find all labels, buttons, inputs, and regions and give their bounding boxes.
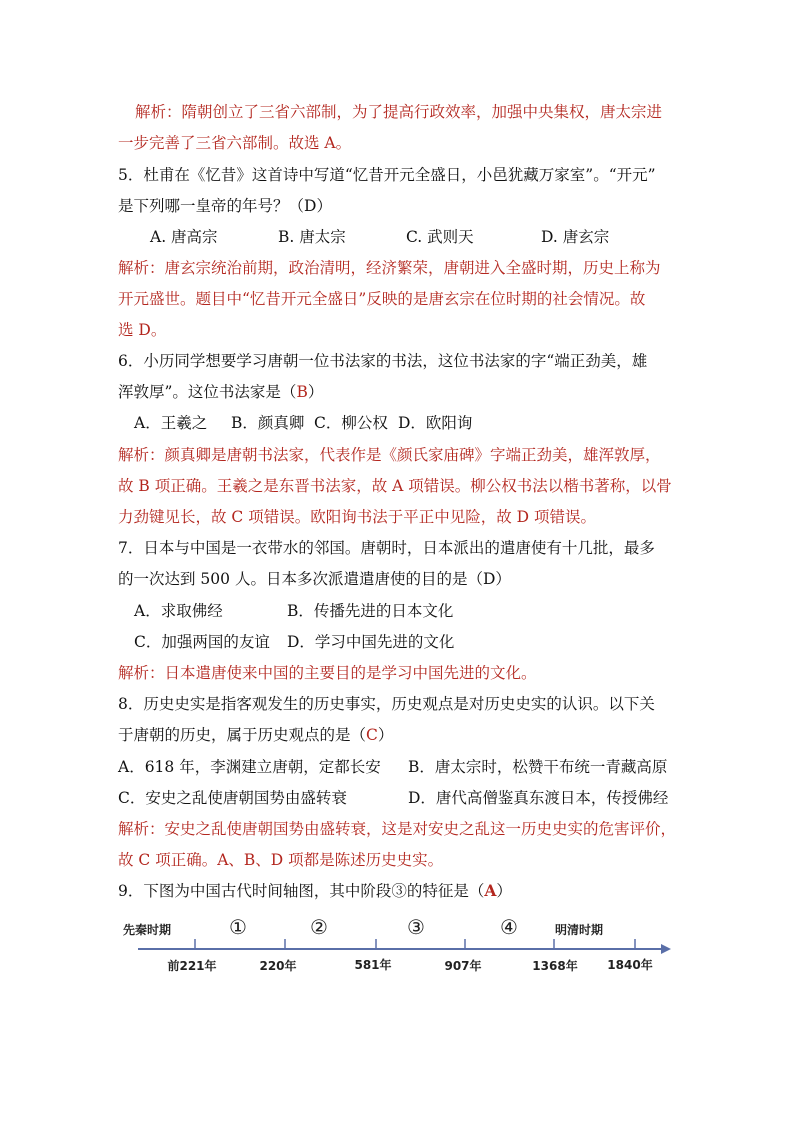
timeline-tick-label-5: 1368年 (532, 959, 578, 973)
q8-analysis-line-1: 解析：安史之乱使唐朝国势由盛转衰，这是对安史之乱这一历史史实的危害评价， (118, 820, 677, 838)
timeline-tick-label-2: 220年 (259, 959, 297, 973)
q5-analysis-line-3: 选 D。 (118, 321, 167, 339)
q6-option-b: B．颜真卿 (231, 414, 305, 432)
q7-option-c: C．加强两国的友谊 (134, 633, 270, 651)
timeline-tick-label-4: 907年 (444, 959, 482, 973)
timeline-stage-1: ① (229, 915, 247, 939)
q5-option-a: A. 唐高宗 (150, 228, 218, 246)
timeline-tick-label-1: 前221年 (167, 959, 217, 973)
q5-stem-line-1: 5．杜甫在《忆昔》这首诗中写道“忆昔开元全盛日，小邑犹藏万家室”。“开元” (118, 166, 656, 184)
timeline-stage-4: ④ (500, 915, 518, 939)
timeline-stage-2: ② (310, 915, 328, 939)
q7-option-b: B．传播先进的日本文化 (287, 602, 454, 620)
q5-stem-line-2: 是下列哪一皇帝的年号？（D） (118, 197, 332, 215)
q6-stem-line-1: 6．小历同学想要学习唐朝一位书法家的书法，这位书法家的字“端正劲美，雄 (118, 352, 648, 370)
timeline-tick-marks (195, 939, 635, 949)
timeline-arrow (661, 944, 671, 954)
timeline-tick-label-6: 1840年 (607, 958, 653, 972)
q5-analysis-line-2: 开元盛世。题目中“忆昔开元全盛日”反映的是唐玄宗在位时期的社会情况。故 (118, 290, 646, 308)
timeline-svg (118, 905, 678, 985)
q6-analysis-line-2: 故 B 项正确。王羲之是东晋书法家，故 A 项错误。柳公权书法以楷书著称，以骨 (118, 477, 672, 495)
timeline-diagram (118, 905, 678, 985)
timeline-stage-3: ③ (407, 915, 425, 939)
q8-analysis-line-2: 故 C 项正确。A、B、D 项都是陈述历史史实。 (118, 851, 444, 869)
q8-answer: C (366, 726, 378, 744)
q7-option-d: D．学习中国先进的文化 (287, 633, 455, 651)
q7-stem-line-2: 的一次达到 500 人。日本多次派遣遣唐使的目的是（D） (118, 570, 511, 588)
timeline-right-label: 明清时期 (555, 923, 604, 937)
timeline-tick-label-3: 581年 (354, 958, 392, 972)
q6-option-d: D．欧阳询 (398, 414, 473, 432)
q6-option-c: C．柳公权 (314, 414, 388, 432)
q5-option-d: D. 唐玄宗 (541, 228, 610, 246)
q5-answer: D (304, 197, 317, 215)
q6-answer: B (296, 383, 308, 401)
q6-stem-line-2: 浑敦厚”。这位书法家是（B） (118, 383, 324, 401)
q4-analysis-line-1: 解析：隋朝创立了三省六部制，为了提高行政效率，加强中央集权，唐太宗进 (135, 103, 663, 121)
q5-analysis-line-1: 解析：唐玄宗统治前期，政治清明，经济繁荣，唐朝进入全盛时期，历史上称为 (118, 259, 661, 277)
q8-option-b: B．唐太宗时，松赞干布统一青藏高原 (408, 758, 668, 776)
q8-option-c: C．安史之乱使唐朝国势由盛转衰 (118, 789, 347, 807)
q6-analysis-line-3: 力劲键见长，故 C 项错误。欧阳询书法于平正中见险，故 D 项错误。 (118, 508, 596, 526)
q5-option-c: C. 武则天 (406, 228, 474, 246)
q8-stem-line-1: 8．历史史实是指客观发生的历史事实，历史观点是对历史史实的认识。以下关 (118, 695, 655, 713)
q9-answer: A (484, 881, 497, 900)
q6-analysis-line-1: 解析：颜真卿是唐朝书法家，代表作是《颜氏家庙碑》字端正劲美，雄浑敦厚， (118, 446, 661, 464)
q6-option-a: A．王羲之 (134, 414, 208, 432)
q5-option-b: B. 唐太宗 (278, 228, 346, 246)
q7-answer: D (482, 570, 496, 588)
q8-stem-line-2: 于唐朝的历史，属于历史观点的是（C） (118, 726, 394, 744)
q4-analysis-line-2: 一步完善了三省六部制。故选 A。 (118, 134, 352, 152)
q9-stem: 9．下图为中国古代时间轴图，其中阶段③的特征是（A） (118, 881, 512, 900)
q8-option-d: D．唐代高僧鉴真东渡日本，传授佛经 (408, 789, 669, 807)
timeline-left-label: 先秦时期 (123, 923, 172, 937)
q7-analysis: 解析：日本遣唐使来中国的主要目的是学习中国先进的文化。 (118, 664, 537, 682)
q8-option-a: A．618 年，李渊建立唐朝，定都长安 (118, 758, 381, 776)
q7-option-a: A．求取佛经 (134, 602, 223, 620)
q7-stem-line-1: 7．日本与中国是一衣带水的邻国。唐朝时，日本派出的遣唐使有十几批，最多 (118, 539, 655, 557)
